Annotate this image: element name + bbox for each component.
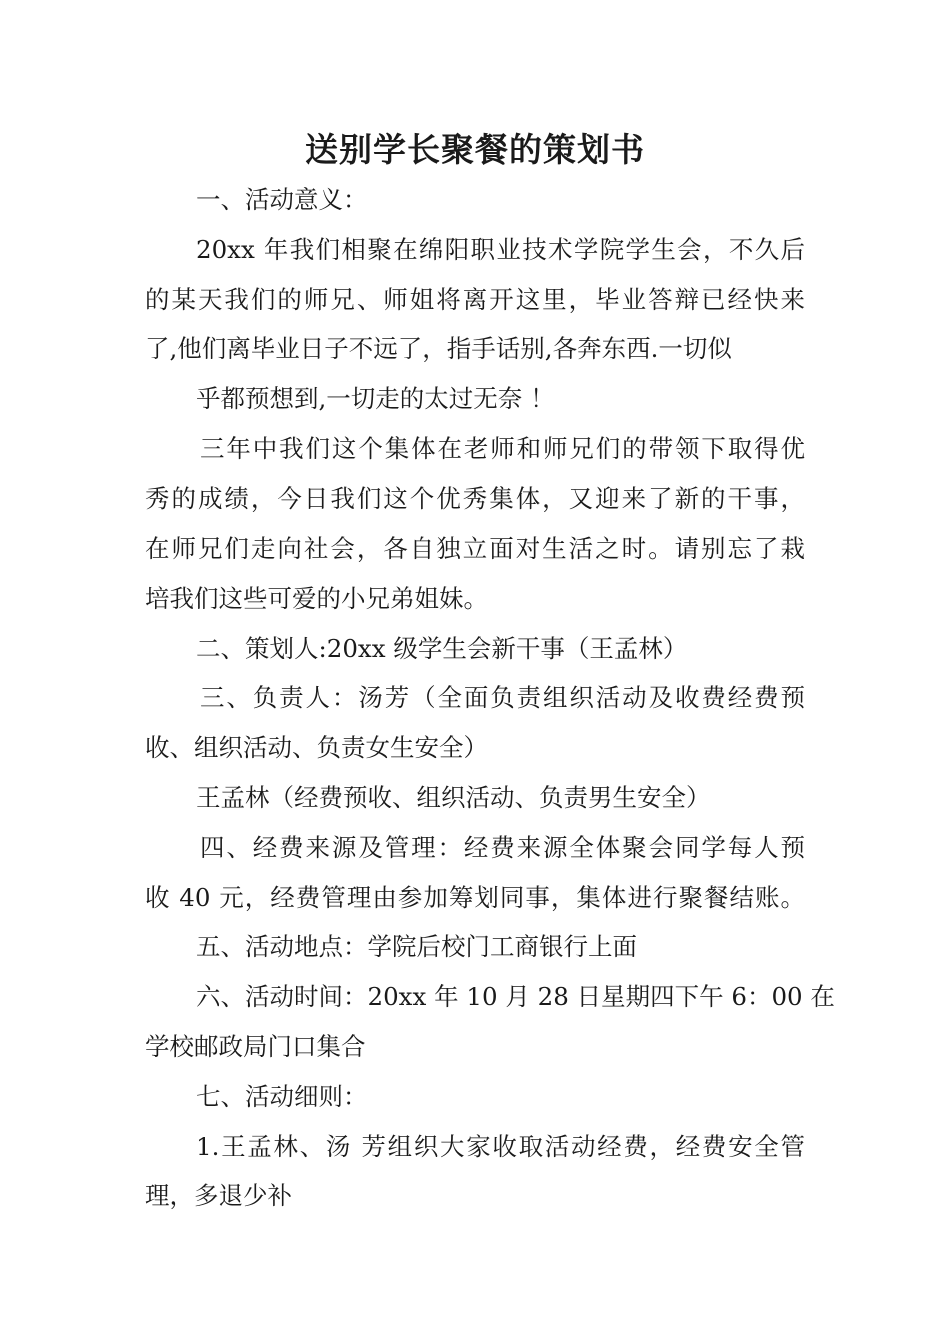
paragraph-line: 20xx 年我们相聚在绵阳职业技术学院学生会，不久后	[196, 235, 805, 264]
paragraph-line: 收 40 元，经费管理由参加筹划同事，集体进行聚餐结账。	[145, 883, 805, 912]
section-heading-purpose: 一、活动意义：	[196, 185, 368, 214]
paragraph-line: 的某天我们的师兄、师姐将离开这里，毕业答辩已经快来	[145, 285, 805, 314]
section-heading-responsible: 三、负责人：汤芳（全面负责组织活动及收费经费预	[200, 683, 805, 712]
section-heading-time: 六、活动时间：20xx 年 10 月 28 日星期四下午 6：00 在	[196, 982, 835, 1011]
paragraph-line: 秀的成绩，今日我们这个优秀集体，又迎来了新的干事，	[145, 484, 805, 513]
paragraph-line: 三年中我们这个集体在老师和师兄们的带领下取得优	[200, 434, 805, 463]
paragraph-line: 学校邮政局门口集合	[145, 1032, 366, 1061]
paragraph-line: 理，多退少补	[145, 1181, 292, 1210]
paragraph-line: 在师兄们走向社会，各自独立面对生活之时。请别忘了栽	[145, 534, 805, 563]
paragraph-line: 王孟林（经费预收、组织活动、负责男生安全）	[196, 783, 711, 812]
paragraph-line: 乎都预想到,一切走的太过无奈 ！	[196, 384, 555, 413]
list-item: 1.王孟林、汤 芳组织大家收取活动经费，经费安全管	[196, 1132, 805, 1161]
section-heading-funding: 四、经费来源及管理：经费来源全体聚会同学每人预	[200, 833, 805, 862]
section-heading-planner: 二、策划人:20xx 级学生会新干事（王孟林）	[196, 634, 688, 663]
paragraph-line: 培我们这些可爱的小兄弟姐妹。	[145, 584, 488, 613]
paragraph-line: 了,他们离毕业日子不远了，指手话别,各奔东西.一切似	[145, 334, 732, 363]
document-title: 送别学长聚餐的策划书	[305, 130, 645, 169]
section-heading-rules: 七、活动细则：	[196, 1082, 368, 1111]
section-heading-location: 五、活动地点：学院后校门工商银行上面	[196, 932, 637, 961]
paragraph-line: 收、组织活动、负责女生安全）	[145, 733, 488, 762]
